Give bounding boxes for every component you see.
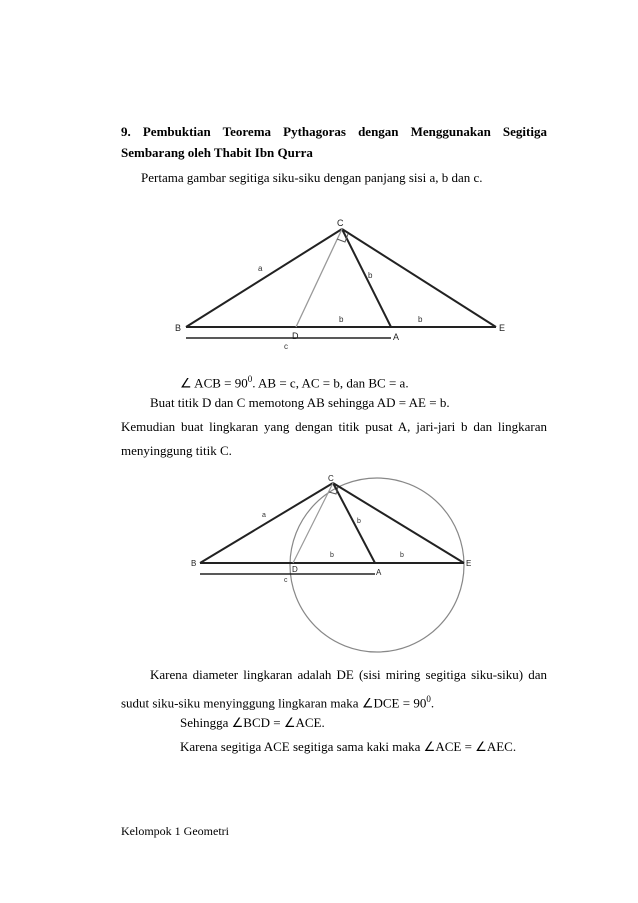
label-side-b-ae-2: b <box>400 552 404 559</box>
conclusion-line3: Sehingga ∠BCD = ∠ACE. <box>180 715 325 730</box>
label-e-point-2: E <box>466 559 472 568</box>
conclusion-line1: Karena diameter lingkaran adalah DE (sisi miring segitiga siku-siku) dan <box>150 667 547 682</box>
label-d-point: D <box>292 331 299 341</box>
statement-circle-line2: menyinggung titik C. <box>121 443 232 458</box>
label-b-point: B <box>175 323 182 333</box>
conclusion-line4: Karena segitiga ACE segitiga sama kaki maka ∠ACE = ∠AEC. <box>180 739 517 754</box>
label-side-b-ae: b <box>418 315 423 324</box>
label-side-b-ca: b <box>368 271 373 280</box>
section-heading-line2: Sembarang oleh Thabit Ibn Qurra <box>121 145 313 160</box>
conclusion-line2 <box>121 691 434 711</box>
intro-text: Pertama gambar segitiga siku-siku dengan panjang sisi a, b dan c. <box>141 170 483 185</box>
statement-construct-d: Buat titik D dan C memotong AB sehingga AD = AE = b. <box>150 395 450 410</box>
label-c-point-2: C <box>328 474 334 483</box>
label-e-point: E <box>499 323 506 333</box>
label-d-point-2: D <box>292 565 298 574</box>
label-a-point: A <box>393 332 400 342</box>
degree-sup: 0 <box>247 374 253 384</box>
degree-sup-2: 0 <box>426 694 431 704</box>
section-heading-line1: 9. Pembuktian Teorema Pythagoras dengan Menggunakan Segitiga <box>121 124 547 139</box>
label-a-point-2: A <box>376 568 382 577</box>
label-side-c: c <box>284 342 288 351</box>
label-side-a-2: a <box>262 512 266 519</box>
conclusion-line2-end: . <box>430 695 435 711</box>
conclusion-line2-text: sudut siku-siku menyinggung lingkaran maka ∠DCE = 90 <box>121 695 427 711</box>
statement-angle-rest: . AB = c, AC = b, dan BC = a. <box>252 375 409 391</box>
label-side-b-da-2: b <box>330 552 334 559</box>
label-b-point-2: B <box>191 559 197 568</box>
statement-angle-text: ∠ ACB = 90 <box>180 375 248 391</box>
page-footer: Kelompok 1 Geometri <box>121 824 229 838</box>
statement-circle-line1: Kemudian buat lingkaran yang dengan titik pusat A, jari-jari b dan lingkaran <box>121 419 547 434</box>
label-side-b-da: b <box>339 315 344 324</box>
circle-center-a <box>290 478 464 652</box>
label-side-a: a <box>258 264 263 273</box>
side-ce-2 <box>333 483 464 563</box>
label-side-c-2: c <box>284 577 288 584</box>
label-c-point: C <box>337 218 344 228</box>
label-side-b-ca-2: b <box>357 518 361 525</box>
